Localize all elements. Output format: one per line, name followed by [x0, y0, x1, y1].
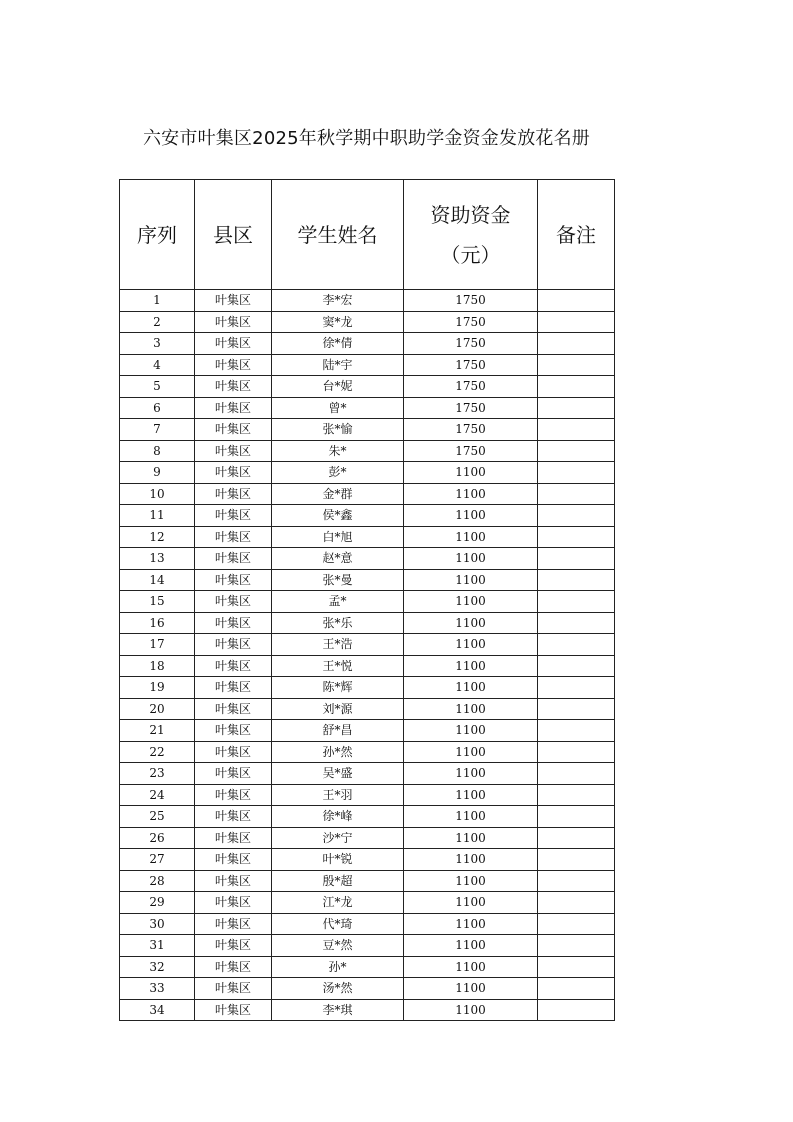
cell-amount: 1750: [404, 376, 538, 398]
cell-student-name: 豆*然: [272, 935, 404, 957]
table-row: [120, 892, 615, 914]
cell-district: 叶集区: [195, 892, 272, 914]
cell-index: 33: [120, 978, 195, 1000]
header-district: 县区: [195, 180, 272, 290]
cell-student-name: 刘*源: [272, 698, 404, 720]
header-amount-line2: （元）: [440, 242, 501, 267]
cell-index: 34: [120, 999, 195, 1021]
cell-index: 7: [120, 419, 195, 441]
table-row: [120, 763, 615, 785]
roster-table: [119, 179, 615, 1021]
cell-remarks: [538, 677, 615, 699]
table-row: [120, 677, 615, 699]
cell-remarks: [538, 419, 615, 441]
cell-student-name: 王*悦: [272, 655, 404, 677]
cell-amount: 1100: [404, 763, 538, 785]
cell-index: 19: [120, 677, 195, 699]
cell-amount: 1100: [404, 483, 538, 505]
cell-amount: 1100: [404, 741, 538, 763]
cell-student-name: 朱*: [272, 440, 404, 462]
cell-remarks: [538, 935, 615, 957]
cell-amount: 1100: [404, 913, 538, 935]
cell-student-name: 侯*鑫: [272, 505, 404, 527]
cell-amount: 1750: [404, 333, 538, 355]
table-row: [120, 483, 615, 505]
cell-index: 30: [120, 913, 195, 935]
cell-remarks: [538, 978, 615, 1000]
cell-amount: 1100: [404, 634, 538, 656]
table-row: [120, 548, 615, 570]
table-row: [120, 505, 615, 527]
cell-index: 15: [120, 591, 195, 613]
cell-student-name: 舒*昌: [272, 720, 404, 742]
table-row: [120, 290, 615, 312]
table-row: [120, 784, 615, 806]
table-row: [120, 440, 615, 462]
table-row: [120, 526, 615, 548]
header-index: 序列: [120, 180, 195, 290]
cell-district: 叶集区: [195, 763, 272, 785]
cell-index: 9: [120, 462, 195, 484]
cell-student-name: 江*龙: [272, 892, 404, 914]
table-row: [120, 827, 615, 849]
cell-remarks: [538, 999, 615, 1021]
cell-amount: 1100: [404, 806, 538, 828]
cell-remarks: [538, 892, 615, 914]
cell-amount: 1100: [404, 935, 538, 957]
cell-student-name: 孙*: [272, 956, 404, 978]
cell-remarks: [538, 376, 615, 398]
cell-student-name: 窦*龙: [272, 311, 404, 333]
cell-student-name: 赵*意: [272, 548, 404, 570]
cell-district: 叶集区: [195, 311, 272, 333]
cell-student-name: 徐*倩: [272, 333, 404, 355]
cell-index: 17: [120, 634, 195, 656]
cell-student-name: 徐*峰: [272, 806, 404, 828]
cell-amount: 1100: [404, 462, 538, 484]
cell-index: 29: [120, 892, 195, 914]
cell-student-name: 叶*锐: [272, 849, 404, 871]
cell-district: 叶集区: [195, 806, 272, 828]
table-row: [120, 741, 615, 763]
cell-index: 12: [120, 526, 195, 548]
cell-district: 叶集区: [195, 419, 272, 441]
cell-index: 28: [120, 870, 195, 892]
cell-remarks: [538, 612, 615, 634]
cell-student-name: 王*羽: [272, 784, 404, 806]
cell-remarks: [538, 311, 615, 333]
cell-index: 5: [120, 376, 195, 398]
cell-student-name: 白*旭: [272, 526, 404, 548]
cell-district: 叶集区: [195, 440, 272, 462]
cell-index: 24: [120, 784, 195, 806]
header-amount-line1: 资助资金: [430, 202, 511, 227]
cell-index: 10: [120, 483, 195, 505]
cell-remarks: [538, 462, 615, 484]
cell-index: 1: [120, 290, 195, 312]
cell-remarks: [538, 913, 615, 935]
cell-remarks: [538, 849, 615, 871]
cell-student-name: 沙*宁: [272, 827, 404, 849]
cell-district: 叶集区: [195, 655, 272, 677]
cell-remarks: [538, 548, 615, 570]
cell-index: 22: [120, 741, 195, 763]
cell-student-name: 李*琪: [272, 999, 404, 1021]
cell-student-name: 陈*辉: [272, 677, 404, 699]
cell-student-name: 张*曼: [272, 569, 404, 591]
cell-student-name: 台*妮: [272, 376, 404, 398]
cell-district: 叶集区: [195, 720, 272, 742]
cell-amount: 1100: [404, 612, 538, 634]
cell-amount: 1750: [404, 397, 538, 419]
cell-district: 叶集区: [195, 397, 272, 419]
cell-amount: 1100: [404, 526, 538, 548]
cell-index: 20: [120, 698, 195, 720]
cell-district: 叶集区: [195, 591, 272, 613]
cell-index: 27: [120, 849, 195, 871]
cell-district: 叶集区: [195, 462, 272, 484]
table-row: [120, 591, 615, 613]
cell-remarks: [538, 956, 615, 978]
cell-student-name: 代*琦: [272, 913, 404, 935]
header-remarks: 备注: [538, 180, 615, 290]
cell-district: 叶集区: [195, 483, 272, 505]
cell-student-name: 陆*宇: [272, 354, 404, 376]
cell-amount: 1750: [404, 419, 538, 441]
table-row: [120, 634, 615, 656]
cell-index: 4: [120, 354, 195, 376]
cell-index: 21: [120, 720, 195, 742]
cell-amount: 1100: [404, 548, 538, 570]
cell-amount: 1100: [404, 892, 538, 914]
cell-district: 叶集区: [195, 999, 272, 1021]
cell-amount: 1100: [404, 720, 538, 742]
cell-remarks: [538, 827, 615, 849]
cell-remarks: [538, 763, 615, 785]
cell-amount: 1100: [404, 978, 538, 1000]
cell-remarks: [538, 698, 615, 720]
cell-index: 18: [120, 655, 195, 677]
cell-amount: 1750: [404, 440, 538, 462]
cell-amount: 1100: [404, 849, 538, 871]
cell-district: 叶集区: [195, 333, 272, 355]
cell-index: 14: [120, 569, 195, 591]
cell-student-name: 金*群: [272, 483, 404, 505]
cell-remarks: [538, 333, 615, 355]
cell-district: 叶集区: [195, 870, 272, 892]
cell-district: 叶集区: [195, 634, 272, 656]
document-title: 六安市叶集区2025年秋学期中职助学金资金发放花名册: [142, 128, 590, 149]
cell-amount: 1750: [404, 354, 538, 376]
cell-district: 叶集区: [195, 935, 272, 957]
table-row: [120, 655, 615, 677]
cell-amount: 1750: [404, 311, 538, 333]
cell-district: 叶集区: [195, 677, 272, 699]
table-row: [120, 354, 615, 376]
table-row: [120, 419, 615, 441]
table-row: [120, 913, 615, 935]
cell-district: 叶集区: [195, 741, 272, 763]
cell-amount: 1100: [404, 870, 538, 892]
cell-remarks: [538, 591, 615, 613]
cell-index: 13: [120, 548, 195, 570]
cell-amount: 1100: [404, 677, 538, 699]
cell-index: 8: [120, 440, 195, 462]
cell-district: 叶集区: [195, 827, 272, 849]
table-row: [120, 935, 615, 957]
cell-index: 31: [120, 935, 195, 957]
cell-amount: 1100: [404, 505, 538, 527]
cell-remarks: [538, 505, 615, 527]
cell-student-name: 张*愉: [272, 419, 404, 441]
cell-district: 叶集区: [195, 978, 272, 1000]
table-row: [120, 569, 615, 591]
cell-index: 16: [120, 612, 195, 634]
cell-remarks: [538, 806, 615, 828]
table-row: [120, 870, 615, 892]
table-row: [120, 333, 615, 355]
cell-amount: 1100: [404, 784, 538, 806]
cell-amount: 1750: [404, 290, 538, 312]
cell-student-name: 殷*超: [272, 870, 404, 892]
cell-district: 叶集区: [195, 290, 272, 312]
cell-district: 叶集区: [195, 569, 272, 591]
cell-index: 2: [120, 311, 195, 333]
table-row: [120, 612, 615, 634]
cell-remarks: [538, 569, 615, 591]
cell-amount: 1100: [404, 999, 538, 1021]
cell-index: 32: [120, 956, 195, 978]
cell-student-name: 孙*然: [272, 741, 404, 763]
cell-district: 叶集区: [195, 526, 272, 548]
header-student-name: 学生姓名: [272, 180, 404, 290]
table-row: [120, 311, 615, 333]
cell-remarks: [538, 634, 615, 656]
cell-remarks: [538, 784, 615, 806]
table-row: [120, 956, 615, 978]
cell-remarks: [538, 870, 615, 892]
table-row: [120, 849, 615, 871]
cell-district: 叶集区: [195, 505, 272, 527]
cell-district: 叶集区: [195, 784, 272, 806]
table-row: [120, 462, 615, 484]
cell-amount: 1100: [404, 956, 538, 978]
table-row: [120, 720, 615, 742]
cell-remarks: [538, 720, 615, 742]
cell-remarks: [538, 483, 615, 505]
cell-index: 26: [120, 827, 195, 849]
cell-remarks: [538, 526, 615, 548]
cell-district: 叶集区: [195, 698, 272, 720]
cell-student-name: 李*宏: [272, 290, 404, 312]
cell-index: 23: [120, 763, 195, 785]
cell-remarks: [538, 440, 615, 462]
cell-amount: 1100: [404, 655, 538, 677]
cell-district: 叶集区: [195, 956, 272, 978]
table-row: [120, 999, 615, 1021]
cell-amount: 1100: [404, 569, 538, 591]
cell-index: 3: [120, 333, 195, 355]
table-row: [120, 376, 615, 398]
cell-index: 6: [120, 397, 195, 419]
cell-amount: 1100: [404, 827, 538, 849]
cell-student-name: 张*乐: [272, 612, 404, 634]
cell-remarks: [538, 290, 615, 312]
cell-index: 11: [120, 505, 195, 527]
cell-student-name: 曾*: [272, 397, 404, 419]
table-row: [120, 397, 615, 419]
cell-district: 叶集区: [195, 612, 272, 634]
cell-remarks: [538, 741, 615, 763]
cell-remarks: [538, 354, 615, 376]
cell-district: 叶集区: [195, 548, 272, 570]
cell-amount: 1100: [404, 591, 538, 613]
cell-student-name: 吴*盛: [272, 763, 404, 785]
cell-student-name: 孟*: [272, 591, 404, 613]
cell-district: 叶集区: [195, 376, 272, 398]
cell-student-name: 彭*: [272, 462, 404, 484]
header-row: [120, 180, 615, 290]
cell-remarks: [538, 397, 615, 419]
cell-district: 叶集区: [195, 849, 272, 871]
cell-student-name: 汤*然: [272, 978, 404, 1000]
cell-remarks: [538, 655, 615, 677]
table-row: [120, 978, 615, 1000]
header-amount: [404, 180, 538, 290]
cell-student-name: 王*浩: [272, 634, 404, 656]
cell-district: 叶集区: [195, 354, 272, 376]
cell-district: 叶集区: [195, 913, 272, 935]
table-row: [120, 806, 615, 828]
cell-index: 25: [120, 806, 195, 828]
cell-amount: 1100: [404, 698, 538, 720]
table-row: [120, 698, 615, 720]
